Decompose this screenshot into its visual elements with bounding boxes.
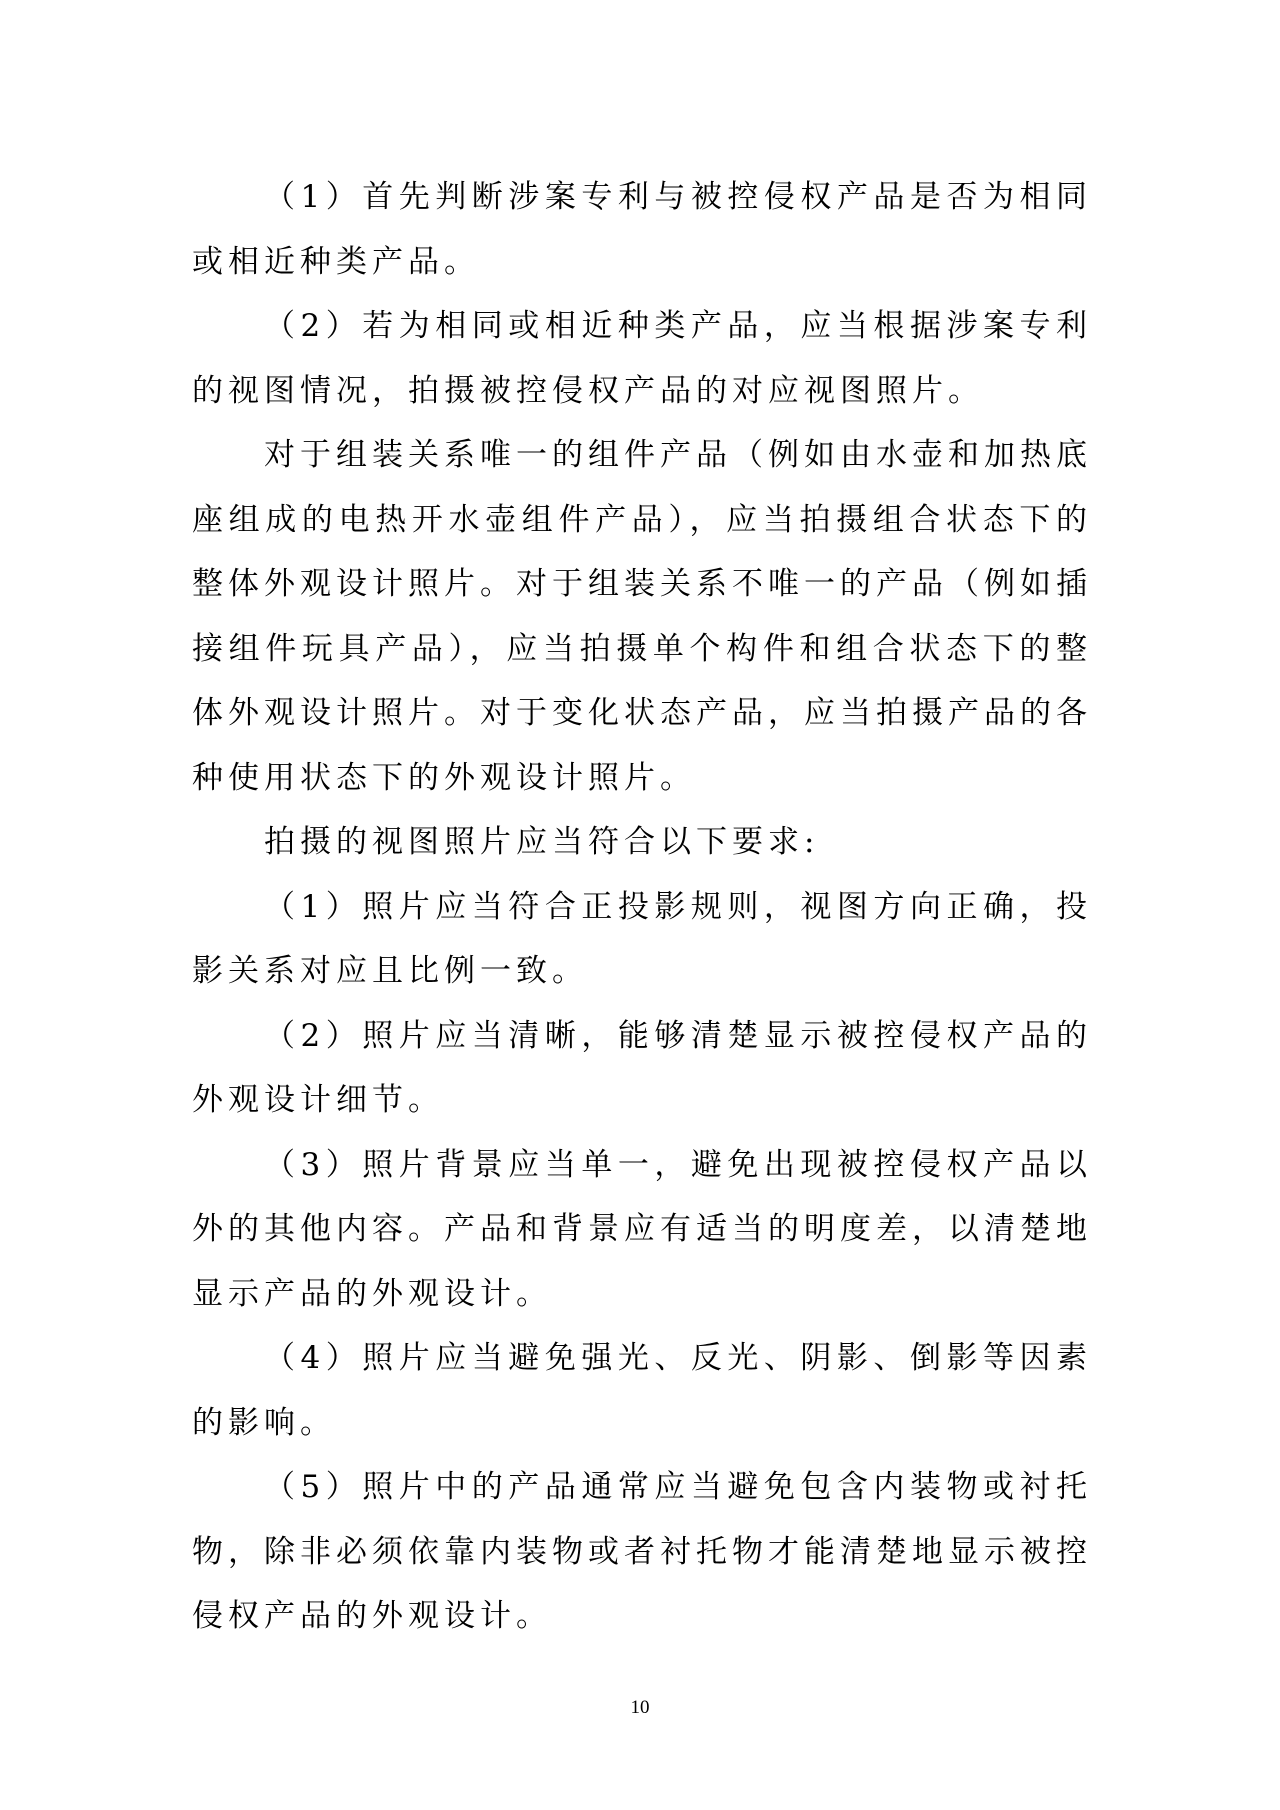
page-number: 10 <box>630 1697 650 1718</box>
paragraph-1: （1）首先判断涉案专利与被控侵权产品是否为相同或相近种类产品。 <box>192 179 1092 280</box>
document-body <box>192 165 1092 1649</box>
paragraph-3: 对于组装关系唯一的组件产品（例如由水壶和加热底座组成的电热开水壶组件产品），应当拍摄组合状态下的整体外观设计照片。对于组装关系不唯一的产品（例如插接组件玩具产品），应当拍摄单个构件和组合状态下的整体外观设计照片。对于变化状态产品，应当拍摄产品的各种使用状态下的外观设计照片。 <box>192 437 1092 796</box>
paragraph-7: （3）照片背景应当单一，避免出现被控侵权产品以外的其他内容。产品和背景应有适当的明度差，以清楚地显示产品的外观设计。 <box>192 1146 1092 1312</box>
paragraph-9: （5）照片中的产品通常应当避免包含内装物或衬托物，除非必须依靠内装物或者衬托物才能清楚地显示被控侵权产品的外观设计。 <box>192 1469 1092 1634</box>
paragraph-4: 拍摄的视图照片应当符合以下要求: <box>264 824 820 860</box>
paragraph-8: （4）照片应当避免强光、反光、阴影、倒影等因素的影响。 <box>192 1340 1092 1441</box>
paragraph-2: （2）若为相同或相近种类产品，应当根据涉案专利的视图情况，拍摄被控侵权产品的对应视图照片。 <box>192 308 1092 409</box>
paragraph-5: （1）照片应当符合正投影规则，视图方向正确，投影关系对应且比例一致。 <box>192 888 1092 989</box>
paragraph-6: （2）照片应当清晰，能够清楚显示被控侵权产品的外观设计细节。 <box>192 1017 1092 1118</box>
